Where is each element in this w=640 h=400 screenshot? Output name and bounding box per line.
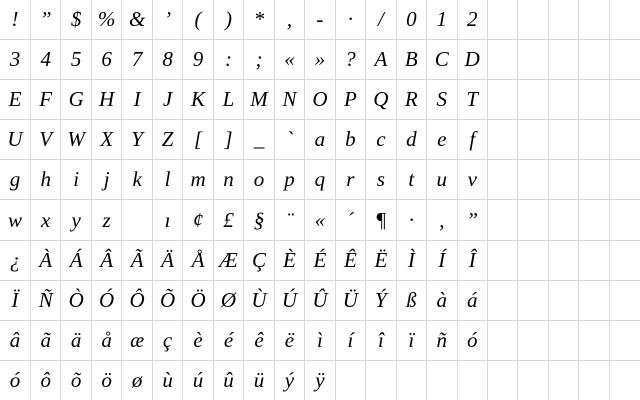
glyph-cell[interactable] xyxy=(518,361,548,400)
glyph-cell[interactable] xyxy=(548,39,578,79)
glyph-cell[interactable] xyxy=(579,0,609,39)
glyph-cell[interactable]: n xyxy=(213,160,243,200)
glyph-cell[interactable]: M xyxy=(244,79,274,119)
glyph-cell[interactable]: Ü xyxy=(335,280,365,320)
glyph-cell[interactable]: J xyxy=(152,79,182,119)
glyph-cell[interactable] xyxy=(488,280,518,320)
glyph-cell[interactable] xyxy=(457,361,487,400)
glyph-cell[interactable]: « xyxy=(305,200,335,240)
glyph-cell[interactable]: À xyxy=(30,240,60,280)
glyph-cell[interactable]: ý xyxy=(274,361,304,400)
glyph-cell[interactable]: ¨ xyxy=(274,200,304,240)
glyph-cell[interactable]: 9 xyxy=(183,39,213,79)
glyph-cell[interactable]: R xyxy=(396,79,426,119)
glyph-cell[interactable]: Ö xyxy=(183,280,213,320)
glyph-cell[interactable] xyxy=(548,361,578,400)
glyph-cell[interactable]: ‚ xyxy=(427,200,457,240)
glyph-cell[interactable]: æ xyxy=(122,320,152,360)
glyph-cell[interactable]: ÿ xyxy=(305,361,335,400)
glyph-cell[interactable]: Ù xyxy=(244,280,274,320)
glyph-cell[interactable] xyxy=(609,240,640,280)
glyph-cell[interactable]: e xyxy=(427,120,457,160)
glyph-cell[interactable] xyxy=(579,320,609,360)
glyph-cell[interactable]: ) xyxy=(213,0,243,39)
glyph-cell[interactable]: m xyxy=(183,160,213,200)
glyph-cell[interactable]: ; xyxy=(244,39,274,79)
glyph-cell[interactable]: Ì xyxy=(396,240,426,280)
glyph-cell[interactable] xyxy=(488,160,518,200)
glyph-cell[interactable]: t xyxy=(396,160,426,200)
glyph-cell[interactable]: · xyxy=(335,0,365,39)
glyph-cell[interactable] xyxy=(488,39,518,79)
glyph-cell[interactable]: y xyxy=(61,200,91,240)
glyph-cell[interactable] xyxy=(609,160,640,200)
glyph-cell[interactable] xyxy=(518,39,548,79)
glyph-cell[interactable]: Y xyxy=(122,120,152,160)
glyph-cell[interactable] xyxy=(548,280,578,320)
glyph-cell[interactable]: ! xyxy=(0,0,30,39)
glyph-cell[interactable] xyxy=(335,361,365,400)
glyph-row xyxy=(0,280,640,320)
glyph-cell[interactable]: ß xyxy=(396,280,426,320)
glyph-cell[interactable]: 4 xyxy=(30,39,60,79)
glyph-cell[interactable] xyxy=(579,120,609,160)
glyph-cell[interactable] xyxy=(548,320,578,360)
glyph-cell[interactable]: í xyxy=(335,320,365,360)
glyph-cell[interactable]: ` xyxy=(274,120,304,160)
glyph-cell[interactable]: Ò xyxy=(61,280,91,320)
glyph-cell[interactable]: l xyxy=(152,160,182,200)
glyph-cell[interactable]: î xyxy=(366,320,396,360)
glyph-cell[interactable]: ê xyxy=(244,320,274,360)
glyph-row xyxy=(0,160,640,200)
glyph-cell[interactable]: Ã xyxy=(122,240,152,280)
glyph-cell[interactable]: Õ xyxy=(152,280,182,320)
glyph-cell[interactable] xyxy=(518,120,548,160)
glyph-cell[interactable]: ’ xyxy=(152,0,182,39)
glyph-cell[interactable]: ( xyxy=(183,0,213,39)
glyph-cell[interactable] xyxy=(518,240,548,280)
glyph-cell[interactable]: X xyxy=(91,120,121,160)
glyph-cell[interactable]: Å xyxy=(183,240,213,280)
glyph-cell[interactable]: ç xyxy=(152,320,182,360)
glyph-cell[interactable]: å xyxy=(91,320,121,360)
glyph-cell[interactable]: ó xyxy=(457,320,487,360)
glyph-cell[interactable]: Í xyxy=(427,240,457,280)
glyph-cell[interactable]: Ç xyxy=(244,240,274,280)
glyph-cell[interactable] xyxy=(518,0,548,39)
glyph-cell[interactable]: F xyxy=(30,79,60,119)
glyph-cell[interactable] xyxy=(518,79,548,119)
glyph-cell[interactable] xyxy=(488,320,518,360)
glyph-cell[interactable]: ô xyxy=(30,361,60,400)
glyph-cell[interactable] xyxy=(488,0,518,39)
glyph-cell[interactable]: N xyxy=(274,79,304,119)
glyph-cell[interactable]: p xyxy=(274,160,304,200)
glyph-cell[interactable]: L xyxy=(213,79,243,119)
glyph-cell[interactable]: á xyxy=(457,280,487,320)
glyph-cell[interactable] xyxy=(548,79,578,119)
glyph-cell[interactable]: $ xyxy=(61,0,91,39)
glyph-cell[interactable]: Ñ xyxy=(30,280,60,320)
glyph-cell[interactable]: / xyxy=(366,0,396,39)
glyph-cell[interactable]: ä xyxy=(61,320,91,360)
glyph-cell[interactable]: û xyxy=(213,361,243,400)
glyph-cell[interactable]: ” xyxy=(30,0,60,39)
glyph-cell[interactable]: C xyxy=(427,39,457,79)
glyph-cell[interactable]: b xyxy=(335,120,365,160)
glyph-row xyxy=(0,361,640,400)
glyph-cell[interactable] xyxy=(518,320,548,360)
glyph-cell[interactable]: P xyxy=(335,79,365,119)
glyph-cell[interactable] xyxy=(396,361,426,400)
glyph-cell[interactable]: ö xyxy=(91,361,121,400)
glyph-cell[interactable]: ] xyxy=(213,120,243,160)
glyph-cell[interactable] xyxy=(427,361,457,400)
glyph-cell[interactable] xyxy=(609,120,640,160)
glyph-cell[interactable]: 0 xyxy=(396,0,426,39)
glyph-cell[interactable]: · xyxy=(396,200,426,240)
glyph-cell[interactable] xyxy=(609,280,640,320)
glyph-cell[interactable]: f xyxy=(457,120,487,160)
glyph-cell[interactable]: q xyxy=(305,160,335,200)
glyph-cell[interactable] xyxy=(518,160,548,200)
glyph-row xyxy=(0,0,640,39)
glyph-cell[interactable] xyxy=(609,320,640,360)
glyph-cell[interactable]: é xyxy=(213,320,243,360)
glyph-row xyxy=(0,120,640,160)
glyph-cell[interactable]: Q xyxy=(366,79,396,119)
glyph-cell[interactable]: v xyxy=(457,160,487,200)
glyph-cell[interactable]: Â xyxy=(91,240,121,280)
glyph-cell[interactable]: õ xyxy=(61,361,91,400)
glyph-cell[interactable]: 8 xyxy=(152,39,182,79)
glyph-cell[interactable] xyxy=(518,200,548,240)
glyph-cell[interactable] xyxy=(579,79,609,119)
glyph-cell[interactable]: I xyxy=(122,79,152,119)
glyph-cell[interactable]: G xyxy=(61,79,91,119)
glyph-cell[interactable] xyxy=(609,39,640,79)
glyph-row xyxy=(0,240,640,280)
glyph-cell[interactable]: E xyxy=(0,79,30,119)
glyph-cell[interactable]: h xyxy=(30,160,60,200)
glyph-row xyxy=(0,79,640,119)
glyph-cell[interactable]: g xyxy=(0,160,30,200)
glyph-cell[interactable]: Ú xyxy=(274,280,304,320)
glyph-cell[interactable]: ø xyxy=(122,361,152,400)
glyph-cell[interactable]: ¶ xyxy=(366,200,396,240)
glyph-cell[interactable]: * xyxy=(244,0,274,39)
glyph-cell[interactable]: & xyxy=(122,0,152,39)
glyph-cell[interactable]: É xyxy=(305,240,335,280)
glyph-cell[interactable]: Æ xyxy=(213,240,243,280)
glyph-cell[interactable] xyxy=(488,200,518,240)
glyph-cell[interactable]: Ä xyxy=(152,240,182,280)
glyph-cell[interactable]: ñ xyxy=(427,320,457,360)
glyph-cell[interactable]: È xyxy=(274,240,304,280)
glyph-cell[interactable]: ã xyxy=(30,320,60,360)
glyph-cell[interactable]: T xyxy=(457,79,487,119)
glyph-cell[interactable]: Ê xyxy=(335,240,365,280)
glyph-cell[interactable]: k xyxy=(122,160,152,200)
glyph-cell[interactable] xyxy=(609,200,640,240)
glyph-cell[interactable]: â xyxy=(0,320,30,360)
glyph-cell[interactable]: u xyxy=(427,160,457,200)
glyph-cell[interactable] xyxy=(609,361,640,400)
glyph-cell[interactable]: : xyxy=(213,39,243,79)
glyph-cell[interactable]: s xyxy=(366,160,396,200)
glyph-cell[interactable]: Z xyxy=(152,120,182,160)
glyph-cell[interactable]: V xyxy=(30,120,60,160)
glyph-cell[interactable]: w xyxy=(0,200,30,240)
glyph-cell[interactable]: ¿ xyxy=(0,240,30,280)
glyph-cell[interactable] xyxy=(548,200,578,240)
glyph-cell[interactable]: A xyxy=(366,39,396,79)
glyph-cell[interactable]: [ xyxy=(183,120,213,160)
glyph-cell[interactable]: ı xyxy=(152,200,182,240)
glyph-cell[interactable] xyxy=(488,361,518,400)
glyph-cell[interactable]: U xyxy=(0,120,30,160)
glyph-cell[interactable] xyxy=(579,240,609,280)
glyph-cell[interactable]: ó xyxy=(0,361,30,400)
glyph-cell[interactable]: ë xyxy=(274,320,304,360)
glyph-cell[interactable]: Î xyxy=(457,240,487,280)
glyph-cell[interactable]: ¢ xyxy=(183,200,213,240)
glyph-cell[interactable]: r xyxy=(335,160,365,200)
glyph-cell[interactable]: 5 xyxy=(61,39,91,79)
glyph-cell[interactable]: ì xyxy=(305,320,335,360)
glyph-cell[interactable]: è xyxy=(183,320,213,360)
glyph-cell[interactable]: Û xyxy=(305,280,335,320)
glyph-cell[interactable] xyxy=(548,0,578,39)
glyph-cell[interactable]: 2 xyxy=(457,0,487,39)
glyph-cell[interactable]: Ø xyxy=(213,280,243,320)
glyph-cell[interactable]: z xyxy=(91,200,121,240)
glyph-cell[interactable]: S xyxy=(427,79,457,119)
glyph-cell[interactable] xyxy=(579,361,609,400)
glyph-cell[interactable]: a xyxy=(305,120,335,160)
glyph-cell[interactable]: ? xyxy=(335,39,365,79)
glyph-cell[interactable]: » xyxy=(305,39,335,79)
glyph-cell[interactable]: ù xyxy=(152,361,182,400)
glyph-cell[interactable]: j xyxy=(91,160,121,200)
glyph-cell[interactable]: Ï xyxy=(0,280,30,320)
glyph-cell[interactable] xyxy=(579,280,609,320)
glyph-cell[interactable] xyxy=(548,120,578,160)
glyph-row xyxy=(0,200,640,240)
glyph-cell[interactable]: « xyxy=(274,39,304,79)
glyph-cell[interactable]: , xyxy=(274,0,304,39)
glyph-cell[interactable] xyxy=(579,160,609,200)
glyph-cell[interactable]: o xyxy=(244,160,274,200)
glyph-cell[interactable]: i xyxy=(61,160,91,200)
glyph-cell[interactable] xyxy=(518,280,548,320)
glyph-cell[interactable]: £ xyxy=(213,200,243,240)
glyph-cell[interactable]: ´ xyxy=(335,200,365,240)
glyph-cell[interactable] xyxy=(609,79,640,119)
glyph-cell[interactable]: 1 xyxy=(427,0,457,39)
glyph-cell[interactable]: à xyxy=(427,280,457,320)
glyph-cell[interactable]: Ë xyxy=(366,240,396,280)
glyph-cell[interactable]: 3 xyxy=(0,39,30,79)
glyph-cell[interactable]: Ý xyxy=(366,280,396,320)
glyph-row xyxy=(0,320,640,360)
glyph-cell[interactable]: H xyxy=(91,79,121,119)
glyph-cell[interactable] xyxy=(488,79,518,119)
glyph-cell[interactable] xyxy=(609,0,640,39)
glyph-cell[interactable] xyxy=(579,39,609,79)
glyph-cell[interactable] xyxy=(488,240,518,280)
glyph-cell[interactable]: D xyxy=(457,39,487,79)
glyph-cell[interactable] xyxy=(366,361,396,400)
glyph-cell[interactable]: % xyxy=(91,0,121,39)
glyph-cell[interactable]: § xyxy=(244,200,274,240)
glyph-cell[interactable] xyxy=(488,120,518,160)
glyph-cell[interactable]: ü xyxy=(244,361,274,400)
glyph-row xyxy=(0,39,640,79)
glyph-cell[interactable]: ” xyxy=(457,200,487,240)
glyph-cell[interactable]: Ó xyxy=(91,280,121,320)
glyph-cell[interactable] xyxy=(548,240,578,280)
glyph-cell[interactable]: - xyxy=(305,0,335,39)
glyph-cell[interactable]: 6 xyxy=(91,39,121,79)
glyph-cell[interactable]: O xyxy=(305,79,335,119)
glyph-cell[interactable]: ï xyxy=(396,320,426,360)
glyph-cell[interactable] xyxy=(548,160,578,200)
glyph-cell[interactable]: _ xyxy=(244,120,274,160)
glyph-cell[interactable]: Ô xyxy=(122,280,152,320)
glyph-cell[interactable]: K xyxy=(183,79,213,119)
glyph-cell[interactable]: Á xyxy=(61,240,91,280)
glyph-cell[interactable] xyxy=(579,200,609,240)
glyph-cell[interactable]: 7 xyxy=(122,39,152,79)
glyph-cell[interactable]: d xyxy=(396,120,426,160)
glyph-cell[interactable]: ú xyxy=(183,361,213,400)
glyph-cell[interactable]: B xyxy=(396,39,426,79)
glyph-cell[interactable]: x xyxy=(30,200,60,240)
glyph-cell[interactable]: c xyxy=(366,120,396,160)
glyph-cell[interactable] xyxy=(122,200,152,240)
glyph-cell[interactable]: W xyxy=(61,120,91,160)
